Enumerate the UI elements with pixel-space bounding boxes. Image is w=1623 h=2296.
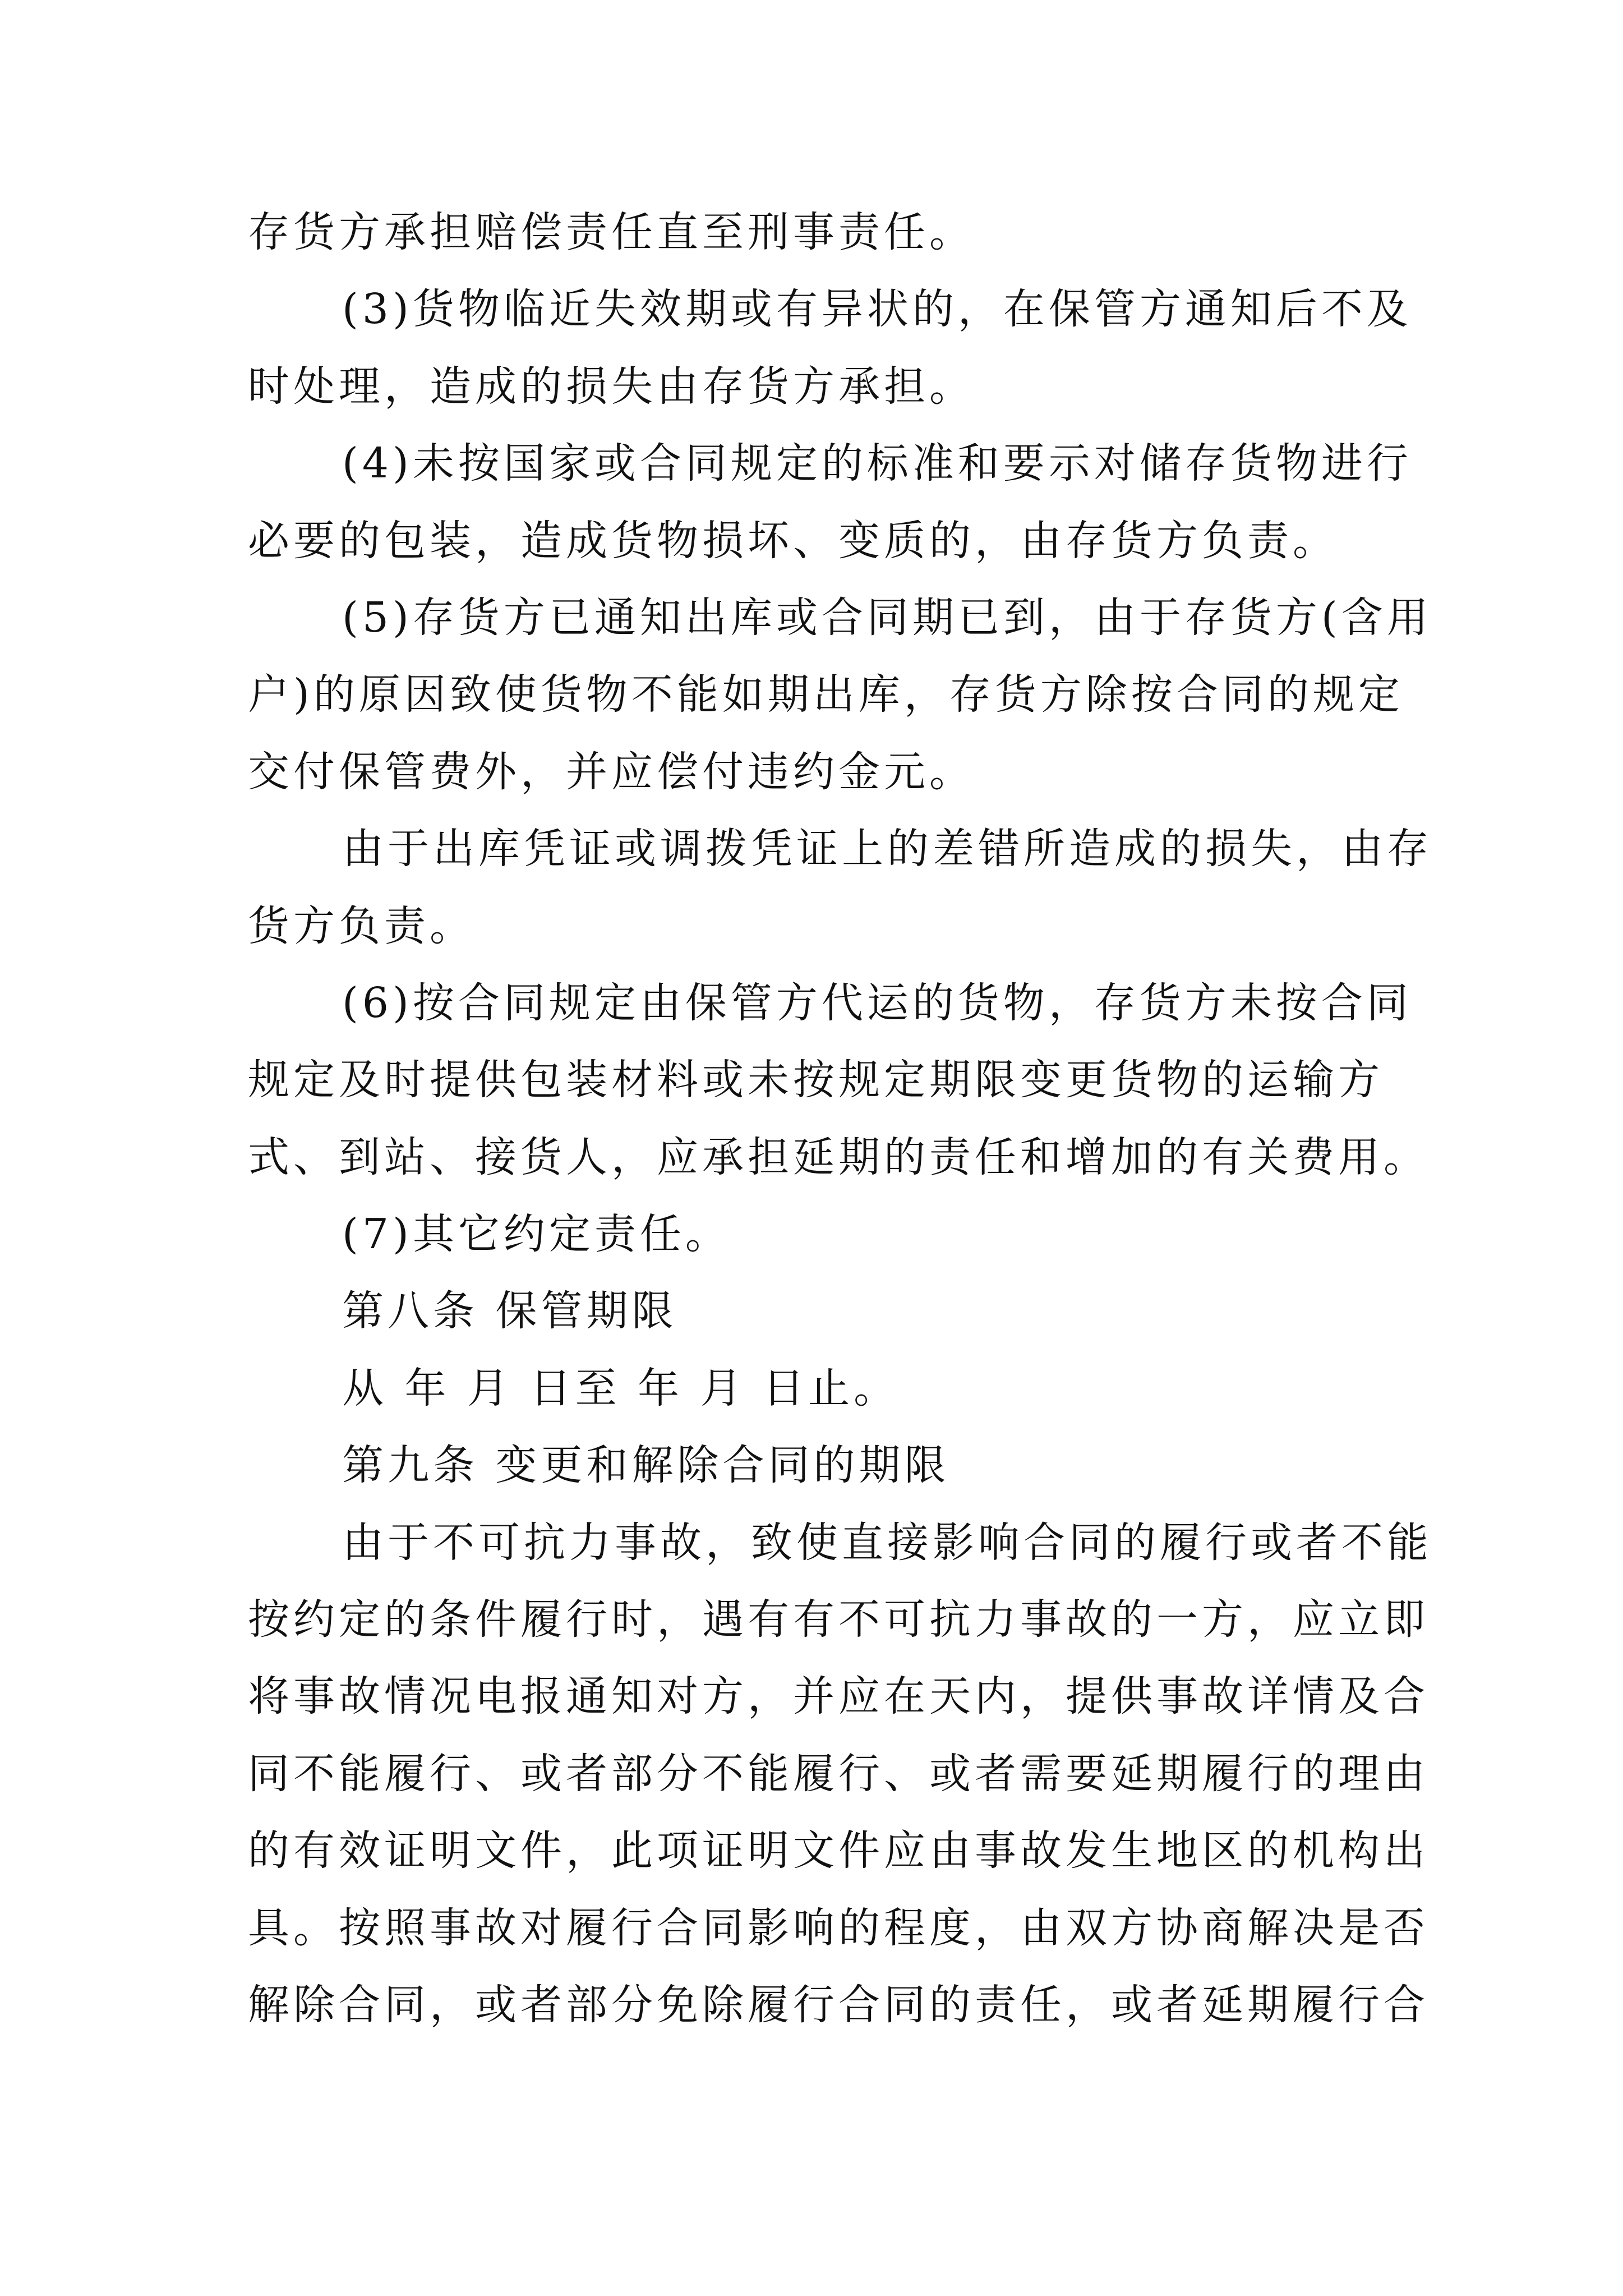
text-line-21: 同不能履行、或者部分不能履行、或者需要延期履行的理由 [248, 1749, 1429, 1798]
text-line-14: (7)其它约定责任。 [342, 1210, 731, 1259]
section-heading-article-8: 第八条 保管期限 [342, 1287, 677, 1336]
text-line-5: 必要的包装，造成货物损坏、变质的，由存货方负责。 [248, 516, 1338, 565]
text-line-22: 的有效证明文件，此项证明文件应由事故发生地区的机构出 [248, 1826, 1429, 1875]
contract-text-body [248, 194, 1432, 2044]
section-heading-article-9: 第九条 变更和解除合同的期限 [342, 1441, 950, 1490]
text-line-7: 户)的原因致使货物不能如期出库，存货方除按合同的规定 [248, 670, 1404, 719]
text-line-4: (4)未按国家或合同规定的标准和要示对储存货物进行 [342, 439, 1412, 488]
text-line-2: (3)货物临近失效期或有异状的，在保管方通知后不及 [342, 285, 1412, 334]
text-line-10: 货方负责。 [248, 901, 475, 950]
text-line-23: 具。按照事故对履行合同影响的程度，由双方协商解决是否 [248, 1903, 1429, 1952]
text-line-11: (6)按合同规定由保管方代运的货物，存货方未按合同 [342, 978, 1412, 1027]
text-line-3: 时处理，造成的损失由存货方承担。 [248, 362, 975, 411]
text-line-1: 存货方承担赔偿责任直至刑事责任。 [248, 208, 975, 256]
text-line-19: 按约定的条件履行时，遇有有不可抗力事故的一方，应立即 [248, 1595, 1429, 1644]
text-line-16: 从 年 月 日至 年 月 日止。 [342, 1364, 900, 1412]
text-line-18: 由于不可抗力事故，致使直接影响合同的履行或者不能 [342, 1518, 1432, 1567]
text-line-13: 式、到站、接货人，应承担延期的责任和增加的有关费用。 [248, 1133, 1429, 1181]
text-line-6: (5)存货方已通知出库或合同期已到，由于存货方(含用 [342, 593, 1432, 642]
text-line-24: 解除合同，或者部分免除履行合同的责任，或者延期履行合 [248, 1980, 1429, 2029]
text-line-20: 将事故情况电报通知对方，并应在天内，提供事故详情及合 [248, 1672, 1429, 1721]
text-line-12: 规定及时提供包装材料或未按规定期限变更货物的运输方 [248, 1056, 1384, 1105]
text-line-9: 由于出库凭证或调拨凭证上的差错所造成的损失，由存 [342, 825, 1432, 873]
text-line-8: 交付保管费外，并应偿付违约金元。 [248, 747, 975, 796]
